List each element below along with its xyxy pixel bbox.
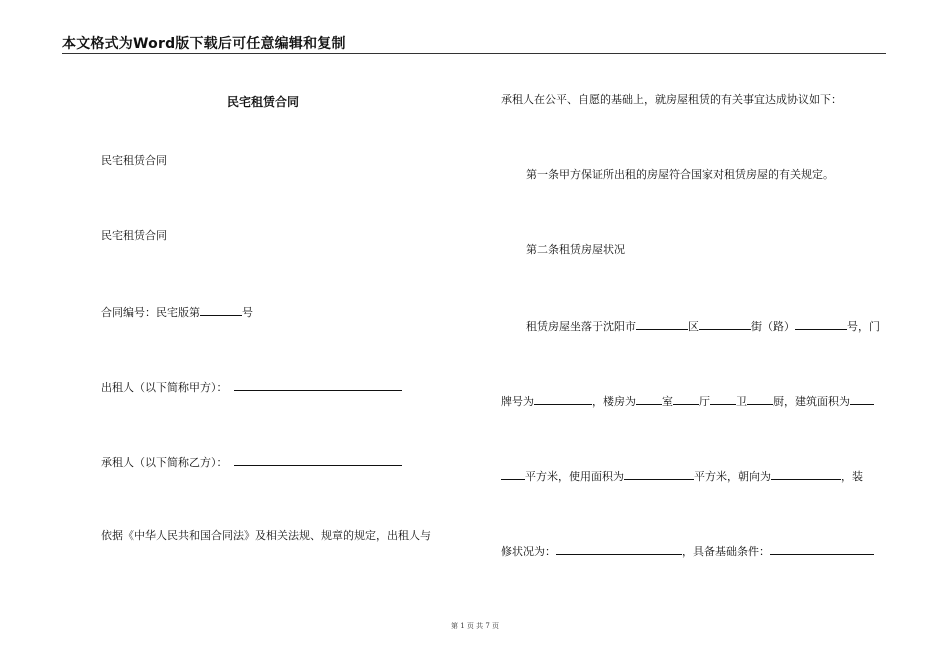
area-text-orientation: 平方米，朝向为 (694, 470, 771, 483)
area-text-usable: 平方米，使用面积为 (525, 470, 624, 483)
kitchens-blank (747, 393, 773, 405)
house-text-building: ，楼房为 (592, 395, 636, 408)
location-line (526, 318, 880, 334)
house-text-hall: 厅 (699, 395, 710, 408)
lessee-blank (234, 454, 402, 466)
halls-blank (673, 393, 699, 405)
article-1: 第一条甲方保证所出租的房屋符合国家对租赁房屋的有关规定。 (526, 168, 834, 181)
lessee-line (101, 454, 402, 470)
article-2-title: 第二条租赁房屋状况 (526, 243, 625, 256)
district-blank (636, 318, 688, 330)
area-text-decoration: ，装 (841, 470, 863, 483)
building-area-blank-continued (501, 468, 525, 480)
location-text-city: 租赁房屋坐落于沈阳市 (526, 320, 636, 333)
agreement-continuation: 承租人在公平、自愿的基础上，就房屋租赁的有关事宜达成协议如下： (501, 93, 842, 106)
location-text-street: 街（路） (751, 320, 795, 333)
basic-conditions-label: ，具备基础条件： (682, 545, 770, 558)
paragraph-title-repeat-2: 民宅租赁合同 (101, 229, 167, 242)
legal-basis-line: 依据《中华人民共和国合同法》及相关法规、规章的规定，出租人与 (101, 529, 431, 542)
lessee-label: 承租人（以下简称乙方）： (101, 456, 228, 469)
decoration-blank (556, 543, 682, 555)
decoration-label: 修状况为： (501, 545, 556, 558)
door-number-blank (534, 393, 592, 405)
house-text-kitchen: 厨，建筑面积为 (773, 395, 850, 408)
house-text-bath: 卫 (736, 395, 747, 408)
paragraph-title-repeat-1: 民宅租赁合同 (101, 154, 167, 167)
building-area-blank (850, 393, 874, 405)
document-title: 民宅租赁合同 (226, 95, 299, 109)
contract-number-suffix: 号 (242, 306, 253, 319)
street-blank (699, 318, 751, 330)
lessor-label: 出租人（以下简称甲方）： (101, 381, 228, 394)
rooms-blank (636, 393, 662, 405)
basic-conditions-blank (770, 543, 874, 555)
house-text-room: 室 (662, 395, 673, 408)
contract-number-line (101, 304, 253, 320)
baths-blank (710, 393, 736, 405)
usable-area-blank (624, 468, 694, 480)
orientation-blank (771, 468, 841, 480)
page-number: 第 1 页 共 7 页 (450, 622, 500, 630)
contract-number-blank (200, 304, 242, 316)
number-blank (795, 318, 847, 330)
house-text-door: 牌号为 (501, 395, 534, 408)
page-header: 本文格式为Word版下载后可任意编辑和复制 (62, 36, 346, 52)
location-text-number: 号，门 (847, 320, 880, 333)
lessor-line (101, 379, 402, 395)
location-text-district: 区 (688, 320, 699, 333)
contract-number-label: 合同编号：民宅版第 (101, 306, 200, 319)
header-divider (62, 53, 886, 54)
area-line (501, 468, 863, 484)
house-info-line (501, 393, 874, 409)
lessor-blank (234, 379, 402, 391)
decoration-line (501, 543, 874, 559)
